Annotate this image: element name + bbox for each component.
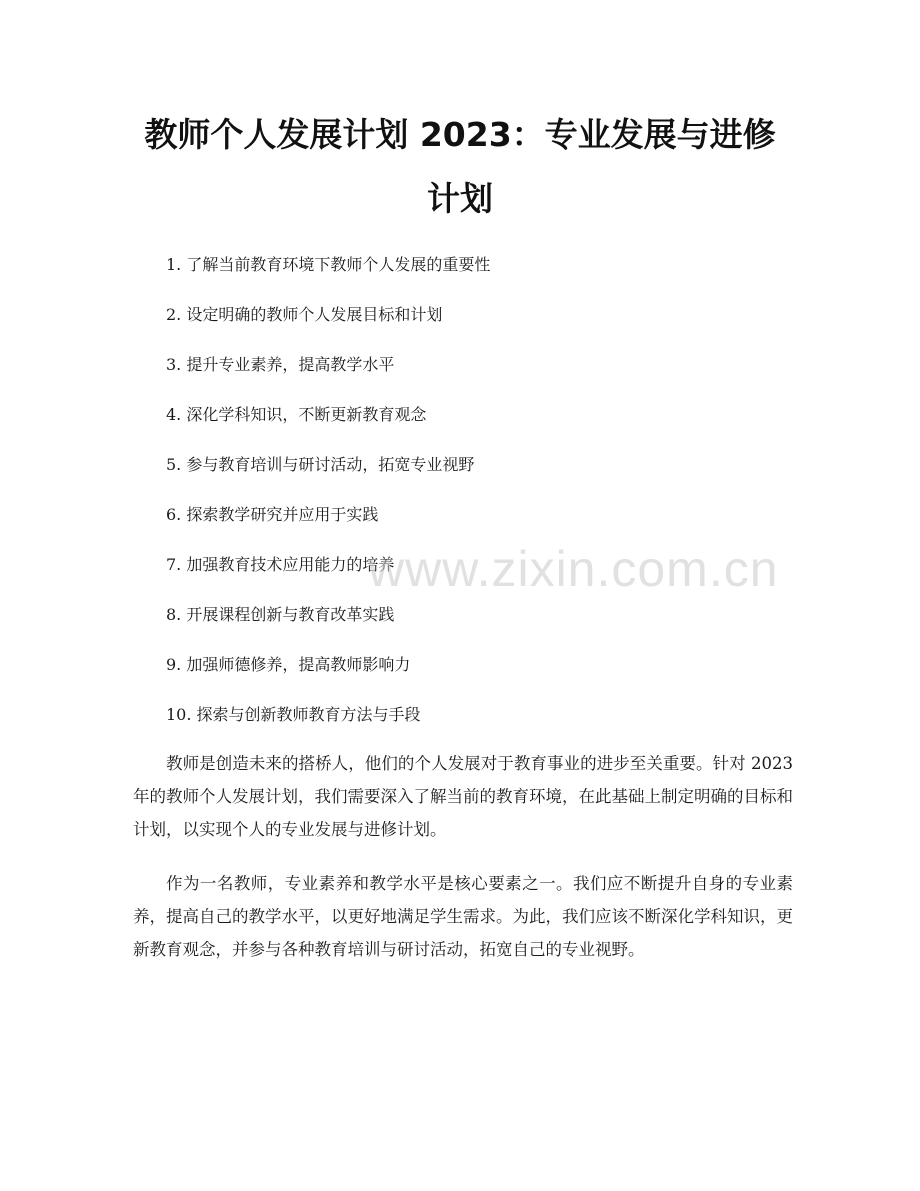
outline-item: 5. 参与教育培训与研讨活动，拓宽专业视野 [166, 455, 475, 474]
outline-item: 4. 深化学科知识，不断更新教育观念 [166, 405, 427, 424]
outline-item: 3. 提升专业素养，提高教学水平 [166, 355, 395, 374]
outline-item: 2. 设定明确的教师个人发展目标和计划 [166, 305, 443, 324]
outline-item: 6. 探索教学研究并应用于实践 [166, 505, 379, 524]
watermark: www.zixin.com.cn [368, 541, 779, 597]
outline-item: 7. 加强教育技术应用能力的培养 [166, 555, 395, 574]
outline-item: 8. 开展课程创新与教育改革实践 [166, 605, 395, 624]
outline-item: 10. 探索与创新教师教育方法与手段 [166, 705, 421, 724]
outline-item: 9. 加强师德修养，提高教师影响力 [166, 655, 411, 674]
outline-item: 1. 了解当前教育环境下教师个人发展的重要性 [166, 255, 491, 274]
body-paragraph: 教师是创造未来的搭桥人，他们的个人发展对于教育事业的进步至关重要。针对 2023 年的教师个人发展计划，我们需要深入了解当前的教育环境，在此基础上制定明确的目标和计划，以实现个人的专业发展与进修计划。 [133, 754, 793, 839]
document-title: 教师个人发展计划 2023：专业发展与进修计划 [144, 115, 776, 218]
body-paragraph: 作为一名教师，专业素养和教学水平是核心要素之一。我们应不断提升自身的专业素养，提高自己的教学水平，以更好地满足学生需求。为此，我们应该不断深化学科知识，更新教育观念，并参与各种教育培训与研讨活动，拓宽自己的专业视野。 [133, 874, 793, 959]
outline-list [166, 250, 490, 750]
